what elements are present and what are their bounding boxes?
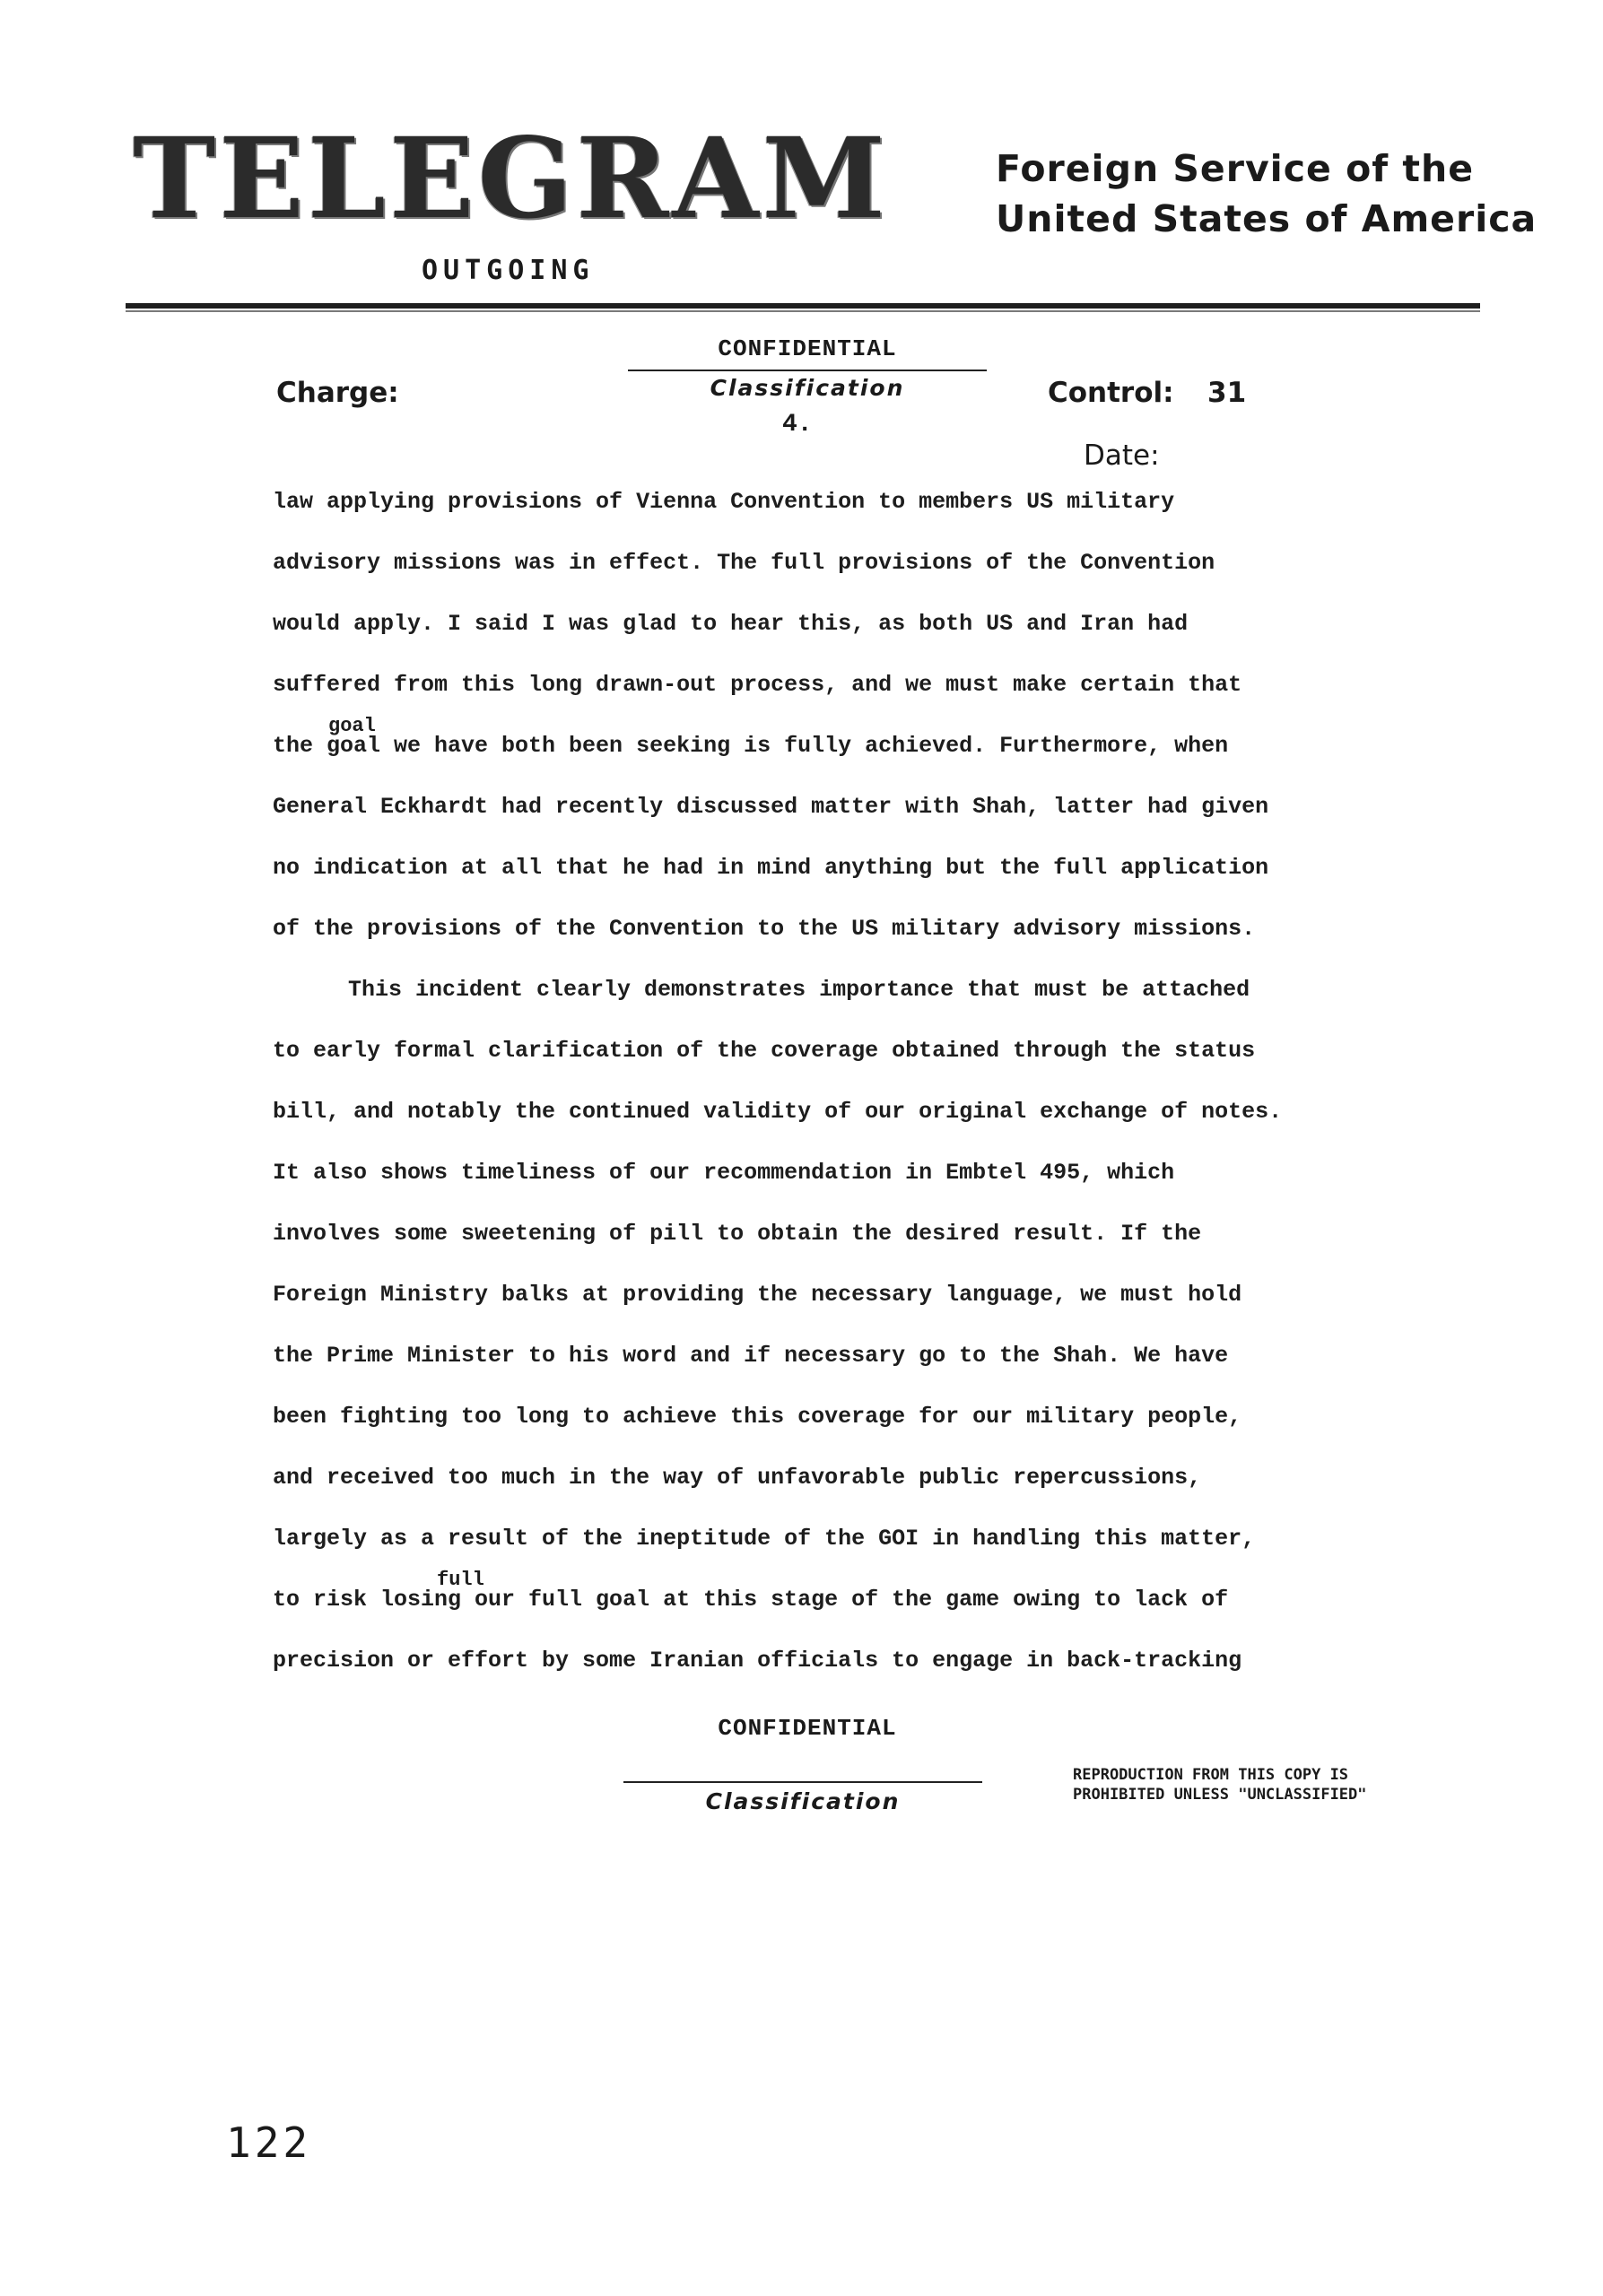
- body-line-with-correction: [273, 1569, 1403, 1643]
- body-line-text: to risk losing our full goal at this stage of the game owing to lack of: [273, 1587, 1229, 1613]
- control-value: 31: [1207, 377, 1247, 409]
- body-line: of the provisions of the Convention to the US military advisory missions.: [273, 916, 1256, 942]
- body-line: law applying provisions of Vienna Convention to members US military: [273, 489, 1175, 515]
- interlinear-correction: full: [437, 1569, 484, 1591]
- paragraph-start: This incident clearly demonstrates importance that must be attached: [348, 977, 1250, 1003]
- interlinear-correction: goal: [328, 715, 376, 737]
- message-body: [273, 484, 1403, 1704]
- date-label: Date:: [1084, 439, 1160, 472]
- footer-classification-label: Classification: [705, 1788, 901, 1814]
- header-rule: [126, 303, 1480, 309]
- reproduction-notice: [1073, 1765, 1367, 1805]
- charge-label: Charge:: [276, 377, 399, 409]
- footer-classification-stamp: CONFIDENTIAL: [718, 1715, 897, 1742]
- body-line: bill, and notably the continued validity of our original exchange of notes.: [273, 1099, 1283, 1125]
- service-line-1: Foreign Service of the: [996, 147, 1474, 190]
- body-line: largely as a result of the ineptitude of the GOI in handling this matter,: [273, 1526, 1256, 1552]
- reproduction-line-1: REPRODUCTION FROM THIS COPY IS: [1073, 1766, 1349, 1784]
- body-line: suffered from this long drawn-out process, and we must make certain that: [273, 672, 1242, 698]
- body-line-with-correction: [273, 715, 1403, 789]
- body-line: and received too much in the way of unfavorable public repercussions,: [273, 1465, 1202, 1491]
- body-line-text: the goal we have both been seeking is fully achieved. Furthermore, when: [273, 733, 1229, 759]
- body-line: no indication at all that he had in mind anything but the full application: [273, 855, 1269, 881]
- body-line: advisory missions was in effect. The full provisions of the Convention: [273, 550, 1215, 576]
- body-line: to early formal clarification of the coverage obtained through the status: [273, 1038, 1256, 1064]
- telegram-title: TELEGRAM: [133, 114, 889, 244]
- classification-label: Classification: [710, 375, 905, 401]
- archive-page-number: 122: [226, 2118, 312, 2167]
- body-line: been fighting too long to achieve this coverage for our military people,: [273, 1404, 1242, 1430]
- body-line: involves some sweetening of pill to obtain the desired result. If the: [273, 1221, 1202, 1247]
- body-line: General Eckhardt had recently discussed matter with Shah, latter had given: [273, 794, 1269, 820]
- reproduction-line-2: PROHIBITED UNLESS "UNCLASSIFIED": [1073, 1786, 1367, 1804]
- classification-stamp: CONFIDENTIAL: [718, 335, 897, 362]
- body-line: the Prime Minister to his word and if necessary go to the Shah. We have: [273, 1343, 1229, 1369]
- classification-rule: [628, 370, 987, 371]
- direction-label: OUTGOING: [422, 255, 595, 286]
- foreign-service-heading: [996, 144, 1537, 244]
- body-line: precision or effort by some Iranian officials to engage in back-tracking: [273, 1648, 1242, 1674]
- footer-classification-rule: [623, 1781, 982, 1783]
- header-rule-thin: [126, 310, 1480, 312]
- body-line: It also shows timeliness of our recommendation in Embtel 495, which: [273, 1160, 1175, 1186]
- control-label: Control:: [1048, 377, 1174, 409]
- body-line: Foreign Ministry balks at providing the necessary language, we must hold: [273, 1282, 1242, 1308]
- service-line-2: United States of America: [996, 197, 1538, 240]
- page-number: 4.: [782, 411, 813, 439]
- body-line: would apply. I said I was glad to hear this, as both US and Iran had: [273, 611, 1189, 637]
